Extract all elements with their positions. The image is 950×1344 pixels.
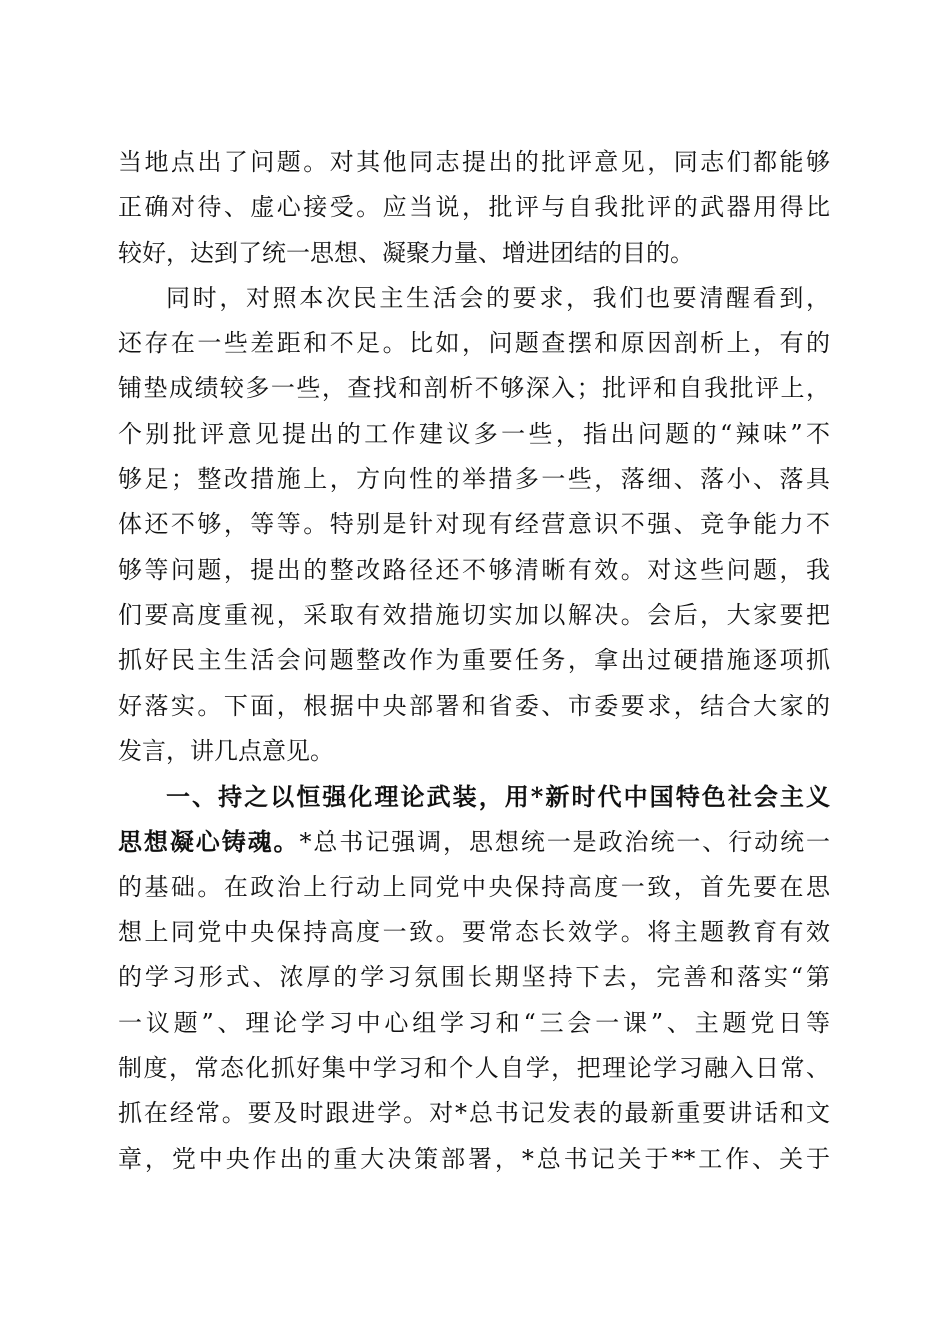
text-run: *总书记强调，思想统一是政治统一、行动统一 bbox=[299, 828, 831, 857]
section-heading-end: 思想凝心铸魂。 bbox=[118, 827, 300, 857]
text-line: 们要高度重视，采取有效措施切实加以解决。会后，大家要把 bbox=[118, 600, 830, 629]
text-line: 较好，达到了统一思想、凝聚力量、增进团结的目的。 bbox=[118, 238, 694, 267]
text-line: 抓好民主生活会问题整改作为重要任务，拿出过硬措施逐项抓 bbox=[118, 646, 830, 675]
text-line: 体还不够，等等。特别是针对现有经营意识不强、竞争能力不 bbox=[118, 510, 830, 539]
text-line: 当地点出了问题。对其他同志提出的批评意见，同志们都能够 bbox=[118, 148, 830, 176]
text-line bbox=[118, 819, 830, 864]
paragraph-first-line: 同时，对照本次民主生活会的要求，我们也要清醒看到， bbox=[166, 283, 830, 312]
document-body bbox=[118, 140, 830, 1182]
text-line: 抓在经常。要及时跟进学。对*总书记发表的最新重要讲话和文 bbox=[118, 1099, 830, 1128]
text-line: 制度，常态化抓好集中学习和个人自学，把理论学习融入日常、 bbox=[118, 1053, 830, 1082]
text-line: 还存在一些差距和不足。比如，问题查摆和原因剖析上，有的 bbox=[118, 329, 830, 358]
text-line: 好落实。下面，根据中央部署和省委、市委要求，结合大家的 bbox=[118, 691, 830, 720]
section-heading: 一、持之以恒强化理论武装，用*新时代中国特色社会主义 bbox=[166, 782, 830, 812]
text-line: 的学习形式、浓厚的学习氛围长期坚持下去，完善和落实“第 bbox=[118, 963, 830, 992]
text-line: 章，党中央作出的重大决策部署，*总书记关于**工作、关于 bbox=[118, 1144, 830, 1173]
text-line: 想上同党中央保持高度一致。要常态长效学。将主题教育有效 bbox=[118, 918, 830, 947]
text-line: 一议题”、理论学习中心组学习和“三会一课”、主题党日等 bbox=[118, 1008, 830, 1037]
text-line: 个别批评意见提出的工作建议多一些，指出问题的“辣味”不 bbox=[118, 419, 830, 448]
text-line: 铺垫成绩较多一些，查找和剖析不够深入；批评和自我批评上， bbox=[118, 374, 830, 403]
text-line: 发言，讲几点意见。 bbox=[118, 736, 334, 765]
text-line: 够等问题，提出的整改路径还不够清晰有效。对这些问题，我 bbox=[118, 555, 830, 584]
text-line: 够足；整改措施上，方向性的举措多一些，落细、落小、落具 bbox=[118, 465, 830, 494]
text-line: 的基础。在政治上行动上同党中央保持高度一致，首先要在思 bbox=[118, 872, 830, 901]
text-line: 正确对待、虚心接受。应当说，批评与自我批评的武器用得比 bbox=[118, 193, 830, 222]
